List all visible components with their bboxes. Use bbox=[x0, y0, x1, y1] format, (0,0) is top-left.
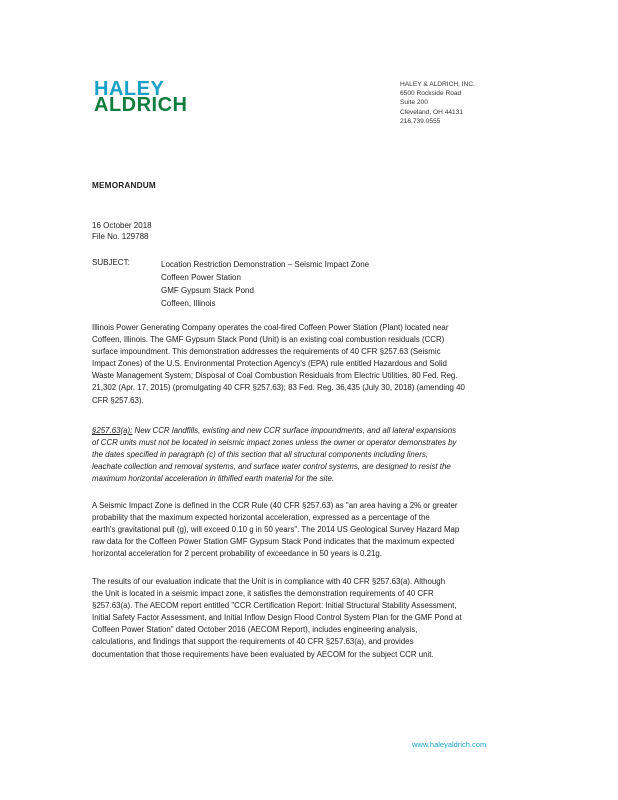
address-line: 216.739.0555 bbox=[400, 117, 441, 125]
text-line: documentation that those requirements have been evaluated by AECOM for the subject CCR unit. bbox=[92, 649, 434, 659]
text-line: leachate collection and removal systems, and surface water control systems, are designed to resist the bbox=[92, 462, 451, 472]
text-line: CFR §257.63). bbox=[92, 395, 144, 405]
subject-lines bbox=[161, 258, 369, 310]
text-line: A Seismic Impact Zone is defined in the CCR Rule (40 CFR §257.63) as "an area having a 2% or greater bbox=[92, 501, 458, 510]
subject-line: GMF Gypsum Stack Pond bbox=[161, 286, 254, 295]
footer-website-link[interactable]: www.haleyaldrich.com bbox=[412, 740, 487, 749]
text-line: Coffeen Power Station" dated October 2016 (AECOM Report), includes engineering analysis, bbox=[92, 625, 418, 635]
text-span: New CCR landfills, existing and new CCR surface impoundments, and all lateral expansions bbox=[132, 426, 457, 435]
text-line: 21,302 (Apr. 17, 2015) (promulgating 40 CFR §257.63); 83 Fed. Reg. 36,435 (July 30, 2018) (amending 40 bbox=[92, 383, 465, 393]
subject-line: Coffeen Power Station bbox=[161, 273, 241, 282]
text-line: maximum horizontal acceleration in lithified earth material for the site. bbox=[92, 474, 335, 484]
text-line: The results of our evaluation indicate that the Unit is in compliance with 40 CFR §257.63(a). Although bbox=[92, 577, 446, 586]
subject-line: Location Restriction Demonstration – Seismic Impact Zone bbox=[161, 260, 370, 269]
paragraph-regulation-quote bbox=[92, 425, 527, 485]
text-line: Impact Zones) of the U.S. Environmental Protection Agency's (EPA) rule entitled Hazardous and Solid bbox=[92, 359, 447, 369]
memo-title: MEMORANDUM bbox=[92, 181, 156, 190]
text-line: probability that the maximum expected horizontal acceleration, expressed as a percentage of the bbox=[92, 513, 430, 523]
text-line bbox=[92, 425, 527, 437]
logo-line-aldrich: ALDRICH bbox=[94, 94, 188, 116]
file-number: File No. 129788 bbox=[92, 232, 149, 241]
text-line: Coffeen, Illinois. The GMF Gypsum Stack Pond (Unit) is an existing coal combustion residuals (CCR) bbox=[92, 335, 445, 345]
text-line: §257.63(a). The AECOM report entitled "CCR Certification Report: Initial Structural Stability Assessment, bbox=[92, 601, 457, 611]
subject-line: Coffeen, Illinois bbox=[161, 299, 216, 308]
paragraph-results bbox=[92, 576, 527, 661]
company-logo bbox=[94, 79, 219, 119]
address-line: Cleveland, OH 44131 bbox=[400, 108, 464, 116]
logo-line-haley: HALEY bbox=[94, 78, 165, 100]
address-line: Suite 200 bbox=[400, 99, 428, 107]
text-line: the dates specified in paragraph (c) of this section that all structural components including liners, bbox=[92, 450, 428, 460]
address-line: 6500 Rockside Road bbox=[400, 90, 462, 98]
text-line: Waste Management System; Disposal of Coal Combustion Residuals from Electric Utilities. 80 Fed. Reg. bbox=[92, 371, 458, 381]
regulation-reference: §257.63(a): bbox=[92, 426, 133, 435]
paragraph-seismic-definition bbox=[92, 500, 527, 560]
text-line: raw data for the Coffeen Power Station GMF Gypsum Stack Pond indicates that the maximum expected bbox=[92, 537, 455, 547]
subject-label: SUBJECT: bbox=[92, 258, 130, 267]
company-address bbox=[400, 80, 475, 126]
text-line: Initial Safety Factor Assessment, and Initial Inflow Design Flood Control System Plan for the GMF Pond at bbox=[92, 613, 462, 623]
text-line: surface impoundment. This demonstration addresses the requirements of 40 CFR §257.63 (Seismic bbox=[92, 347, 441, 357]
memo-date: 16 October 2018 bbox=[92, 221, 152, 230]
text-line: horizontal acceleration for 2 percent probability of exceedance in 50 years is 0.21g. bbox=[92, 549, 382, 559]
address-line: HALEY & ALDRICH, INC. bbox=[400, 81, 475, 88]
text-line: Illinois Power Generating Company operates the coal-fired Coffeen Power Station (Plant) located near bbox=[92, 323, 449, 332]
text-line: of CCR units must not be located in seismic impact zones unless the owner or operator demonstrates by bbox=[92, 438, 457, 448]
paragraph-intro bbox=[92, 322, 527, 407]
text-line: the Unit is located in a seismic impact zone, it satisfies the demonstration requirements of 40 CFR bbox=[92, 589, 434, 599]
text-line: earth's gravitational pull (g), will exceed 0.10 g in 50 years". The 2014 US Geological Survey Hazard Map bbox=[92, 525, 460, 535]
text-line: calculations, and findings that support the requirements of 40 CFR §257.63(a), and provides bbox=[92, 637, 414, 647]
memo-date-block bbox=[92, 220, 152, 242]
